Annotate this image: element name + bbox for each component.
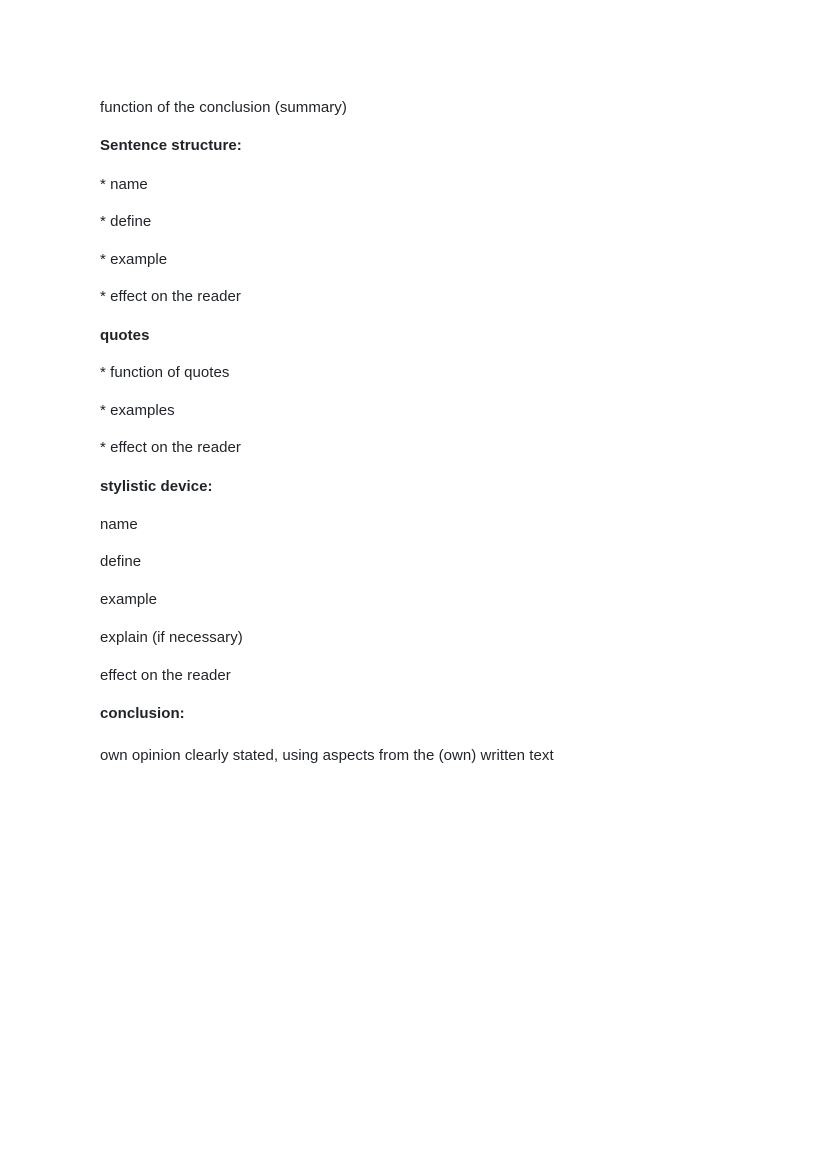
conclusion-text: own opinion clearly stated, using aspects from the (own) written text — [100, 747, 554, 764]
stylistic-device-item: effect on the reader — [100, 667, 231, 684]
sentence-structure-item: * example — [100, 251, 168, 268]
stylistic-device-heading: stylistic device: — [100, 478, 213, 495]
conclusion-heading: conclusion: — [100, 705, 185, 722]
stylistic-device-item: define — [100, 553, 142, 570]
sentence-structure-heading: Sentence structure: — [100, 137, 242, 154]
sentence-structure-item: * effect on the reader — [100, 288, 241, 305]
sentence-structure-item: * name — [100, 176, 148, 193]
sentence-structure-item: * define — [100, 213, 152, 230]
stylistic-device-item: name — [100, 516, 138, 533]
quotes-item: * function of quotes — [100, 364, 230, 381]
quotes-item: * effect on the reader — [100, 439, 241, 456]
quotes-heading: quotes — [100, 327, 150, 344]
stylistic-device-item: explain (if necessary) — [100, 629, 243, 646]
intro-text: function of the conclusion (summary) — [100, 99, 347, 116]
quotes-item: * examples — [100, 402, 175, 419]
stylistic-device-item: example — [100, 591, 158, 608]
